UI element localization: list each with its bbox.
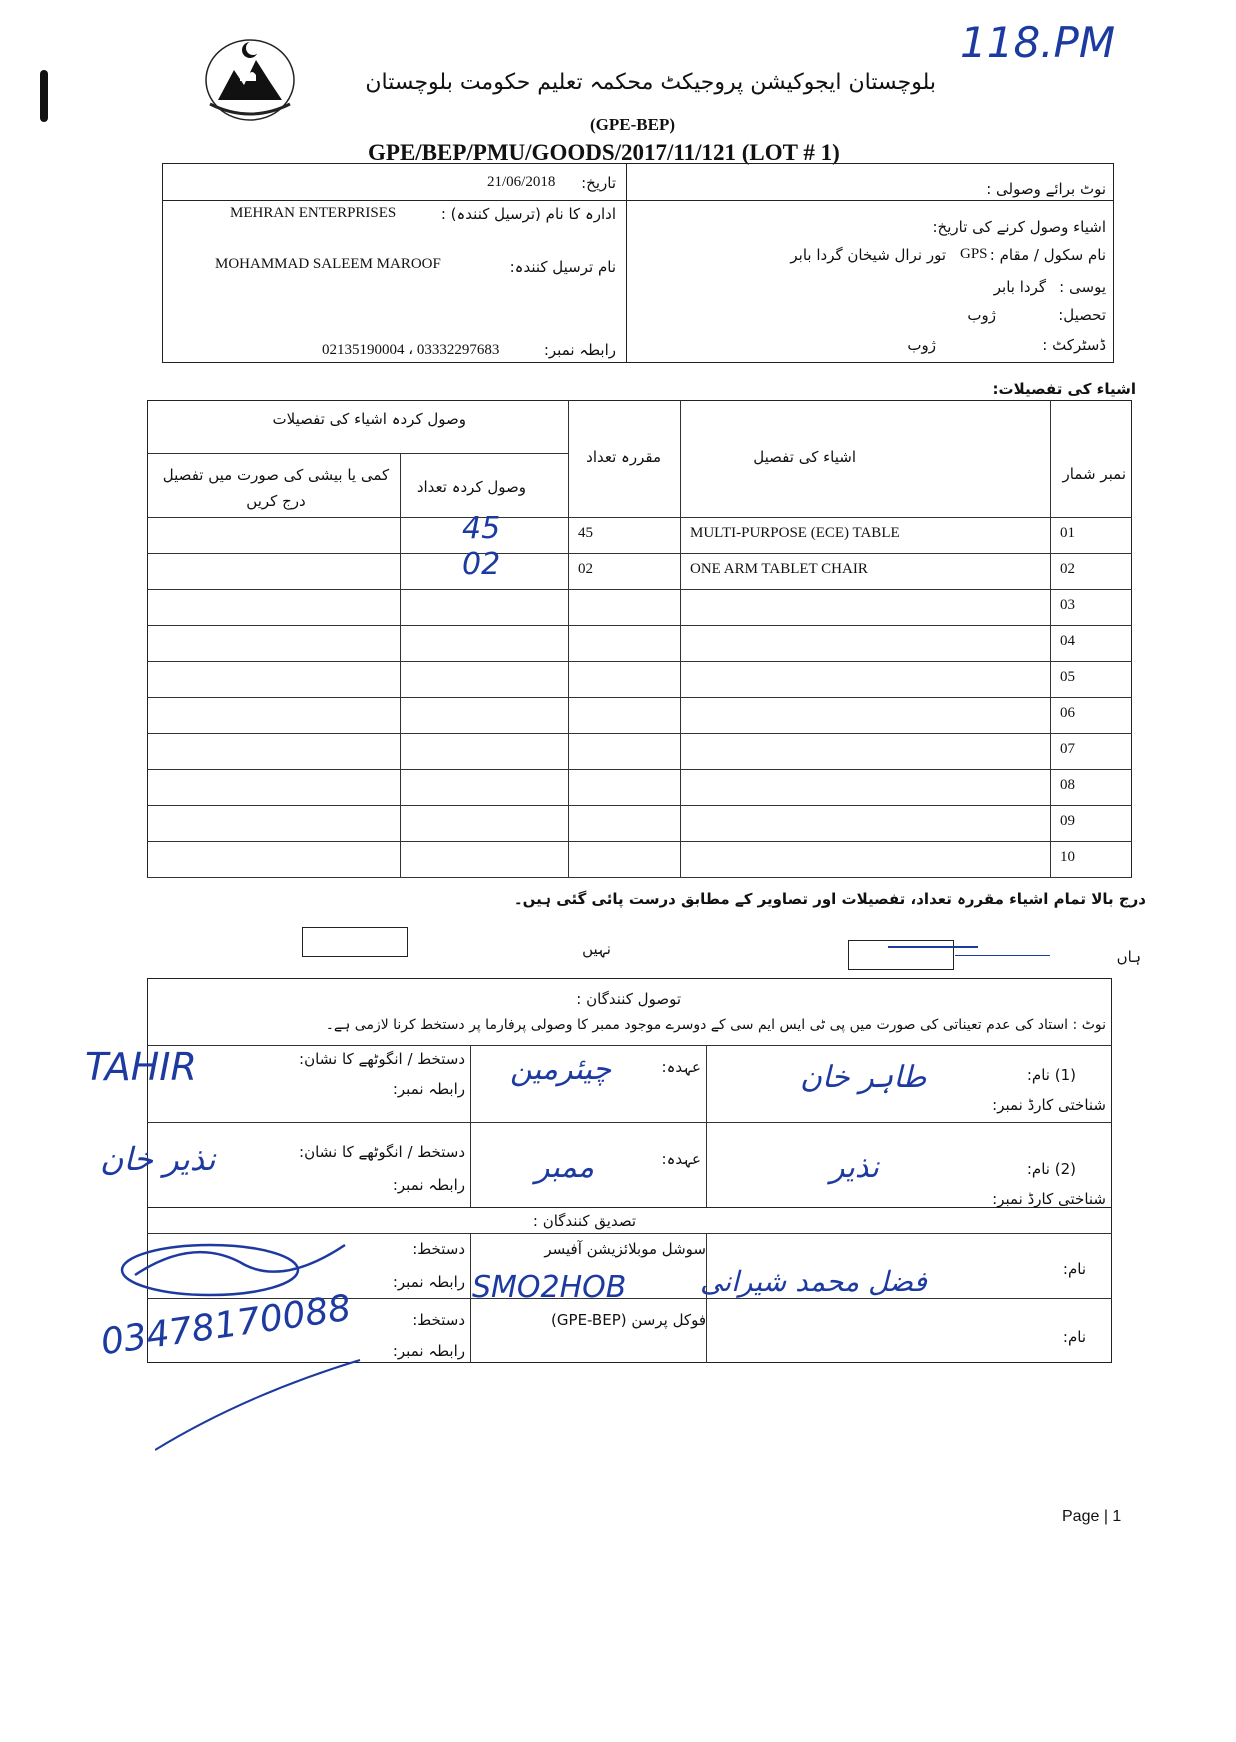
receivers-note: نوٹ : استاد کی عدم تعیناتی کی صورت میں پی ٹی ایس ایم سی کے دوسرے موجود ممبر کا وصولی پرفارما پر دستخط کرنا لازمی ہے۔ [325, 1017, 1106, 1033]
scan-mark [40, 70, 48, 122]
verifier2-name-label: نام: [1062, 1328, 1086, 1346]
no-label: نہیں [582, 940, 611, 958]
tehsil-label: تحصیل: [1058, 306, 1106, 324]
row-serial: 01 [1060, 525, 1075, 541]
header-description: اشیاء کی تفصیل [753, 448, 856, 466]
receiver2-cnic-label: شناختی کارڈ نمبر: [992, 1190, 1106, 1208]
page-number: Page | 1 [1062, 1508, 1122, 1525]
row-description: MULTI-PURPOSE (ECE) TABLE [690, 525, 900, 541]
district-value: ژوب [907, 336, 936, 354]
row-received-qty: 02 [462, 547, 501, 582]
row-divider [147, 661, 1132, 662]
row-divider [147, 697, 1132, 698]
uc-value: گردا بابر [993, 278, 1046, 296]
receiver1-sign-label: دستخط / انگوٹھے کا نشان: [299, 1050, 465, 1068]
row-serial: 05 [1060, 669, 1075, 685]
verifier1-contact-label: رابطہ نمبر: [392, 1273, 465, 1291]
district-label: ڈسٹرکٹ : [1042, 336, 1106, 354]
row-divider [147, 589, 1132, 590]
confirmation-statement: درج بالا تمام اشیاء مقررہ تعداد، تفصیلات اور تصاویر کے مطابق درست پائی گئی ہیں۔ [513, 890, 1146, 908]
verifier1-handwritten-phone: 03478170088 [98, 1287, 354, 1364]
receiver2-handwritten-signature: نذیر خان [100, 1140, 216, 1178]
row-serial: 09 [1060, 813, 1075, 829]
header-received-qty: وصول کردہ تعداد [416, 478, 526, 496]
receiver2-handwritten-name: نذیر [830, 1150, 879, 1185]
verifier1-handwritten-code: SMO2HOB [472, 1270, 627, 1305]
verifier2-sign-label: دستخط: [412, 1311, 465, 1329]
verifiers-title: تصدیق کنندگان : [532, 1212, 636, 1230]
row-divider [147, 625, 1132, 626]
school-value-en: GPS [960, 246, 988, 262]
receiver1-name-label: (1) نام: [1026, 1066, 1076, 1084]
receiver1-handwritten-signature: TAHIR [85, 1045, 197, 1089]
row-divider [147, 877, 1132, 878]
receiver2-handwritten-designation: ممبر [535, 1150, 595, 1185]
header-subtitle: (GPE-BEP) [590, 115, 675, 134]
verifier1-signature-scribble [115, 1235, 365, 1305]
header-received-details: وصول کردہ اشیاء کی تفصیلات [272, 410, 466, 428]
org-value: MEHRAN ENTERPRISES [230, 205, 397, 221]
receiver2-sign-label: دستخط / انگوٹھے کا نشان: [299, 1143, 465, 1161]
contact-value: 02135190004 ، 03332297683 [322, 342, 500, 358]
row-divider [147, 805, 1132, 806]
receiver1-contact-label: رابطہ نمبر: [392, 1080, 465, 1098]
row-divider [147, 841, 1132, 842]
row-serial: 03 [1060, 597, 1075, 613]
verifier1-name-label: نام: [1062, 1260, 1086, 1278]
receiver1-designation-label: عہدہ: [661, 1058, 701, 1076]
receipt-note: نوٹ برائے وصولی : [986, 180, 1106, 198]
verifier1-handwritten-name: فضل محمد شیرانی [700, 1265, 927, 1298]
receiver1-handwritten-name: طاہر خان [800, 1060, 927, 1095]
yes-label: ہاں [1116, 948, 1141, 966]
no-checkbox[interactable] [302, 927, 408, 957]
row-received-qty: 45 [462, 511, 501, 546]
row-serial: 08 [1060, 777, 1075, 793]
row-fixed-qty: 45 [578, 525, 593, 541]
contact-label: رابطہ نمبر: [543, 341, 616, 359]
sender-value: MOHAMMAD SALEEM MAROOF [215, 256, 441, 272]
tehsil-value: ژوب [967, 306, 996, 324]
header-shortfall: کمی یا بیشی کی صورت میں تفصیل درج کریں [162, 466, 390, 510]
date-value: 21/06/2018 [487, 174, 556, 190]
row-divider [147, 769, 1132, 770]
header-urdu-title: بلوچستان ایجوکیشن پروجیکٹ محکمہ تعلیم حکومت بلوچستان [365, 70, 936, 95]
date-label: تاریخ: [581, 174, 616, 192]
sender-label: نام ترسیل کنندہ: [509, 258, 616, 276]
row-divider [147, 733, 1132, 734]
row-serial: 02 [1060, 561, 1075, 577]
verifier1-sign-label: دستخط: [412, 1240, 465, 1258]
row-serial: 10 [1060, 849, 1075, 865]
verifier2-contact-label: رابطہ نمبر: [392, 1342, 465, 1360]
header-fixed-qty: مقررہ تعداد [586, 448, 661, 466]
yes-checkbox-stroke [955, 955, 1050, 956]
verifier1-role: سوشل موبلائزیشن آفیسر [544, 1240, 706, 1258]
receivers-title: توصول کنندگان : [576, 990, 681, 1008]
row-serial: 04 [1060, 633, 1075, 649]
receiver1-handwritten-designation: چیئرمین [510, 1052, 612, 1087]
yes-checkbox-mark [888, 946, 978, 958]
row-fixed-qty: 02 [578, 561, 593, 577]
org-label: ادارہ کا نام (ترسیل کنندہ) : [440, 205, 616, 223]
receiver2-designation-label: عہدہ: [661, 1150, 701, 1168]
header-reference-number: GPE/BEP/PMU/GOODS/2017/11/121 (LOT # 1) [368, 140, 840, 165]
receiver2-contact-label: رابطہ نمبر: [392, 1176, 465, 1194]
verifier1-signature-tail [155, 1355, 365, 1455]
uc-label: یوسی : [1059, 278, 1106, 296]
header-serial: نمبر شمار [1062, 465, 1126, 483]
row-serial: 07 [1060, 741, 1075, 757]
row-serial: 06 [1060, 705, 1075, 721]
school-label: نام سکول / مقام : [989, 246, 1106, 264]
verifier2-role: فوکل پرسن (GPE-BEP) [551, 1311, 706, 1329]
row-description: ONE ARM TABLET CHAIR [690, 561, 868, 577]
handwritten-page-mark: 118.PM [960, 18, 1116, 67]
row-divider [147, 553, 1132, 554]
receiver1-cnic-label: شناختی کارڈ نمبر: [992, 1096, 1106, 1114]
items-caption: اشیاء کی تفصیلات: [992, 380, 1136, 398]
receive-date-label: اشیاء وصول کرنے کی تاریخ: [932, 218, 1106, 236]
school-value-ur: تور نرال شیخان گردا بابر [790, 246, 946, 264]
balochistan-logo [200, 30, 300, 125]
receiver2-name-label: (2) نام: [1026, 1160, 1076, 1178]
